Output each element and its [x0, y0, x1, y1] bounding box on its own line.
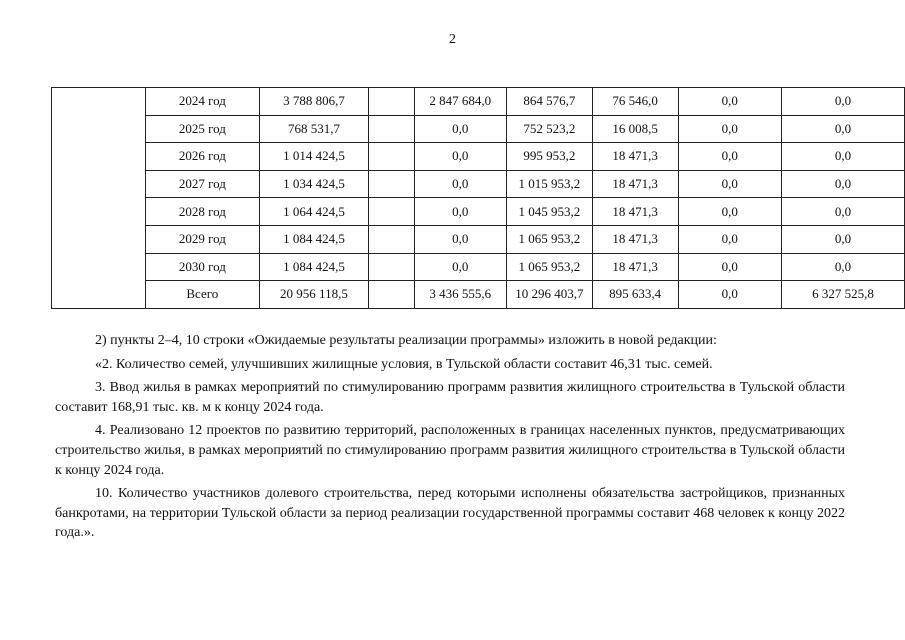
cell-year: 2029 год	[146, 225, 260, 253]
table-row	[52, 225, 905, 253]
cell-empty	[369, 198, 414, 226]
cell-fed: 0,0	[414, 115, 506, 143]
cell-mun: 18 471,3	[592, 143, 678, 171]
cell-v1: 0,0	[678, 88, 781, 116]
cell-empty	[369, 115, 414, 143]
cell-reg: 10 296 403,7	[507, 281, 593, 309]
cell-empty	[369, 170, 414, 198]
cell-total: 1 014 424,5	[259, 143, 369, 171]
cell-reg: 1 045 953,2	[507, 198, 593, 226]
table-row	[52, 198, 905, 226]
cell-year: 2030 год	[146, 253, 260, 281]
cell-v2: 0,0	[781, 115, 904, 143]
cell-reg: 1 065 953,2	[507, 225, 593, 253]
cell-year: 2024 год	[146, 88, 260, 116]
cell-v1: 0,0	[678, 170, 781, 198]
cell-fed: 0,0	[414, 170, 506, 198]
cell-v1: 0,0	[678, 225, 781, 253]
cell-empty	[369, 253, 414, 281]
cell-empty	[369, 281, 414, 309]
cell-v2: 0,0	[781, 253, 904, 281]
cell-reg: 995 953,2	[507, 143, 593, 171]
cell-total: 3 788 806,7	[259, 88, 369, 116]
table-row	[52, 115, 905, 143]
table-row	[52, 143, 905, 171]
cell-empty	[369, 143, 414, 171]
cell-empty	[369, 225, 414, 253]
table-row	[52, 170, 905, 198]
cell-v1: 0,0	[678, 115, 781, 143]
cell-fed: 0,0	[414, 143, 506, 171]
cell-total: 20 956 118,5	[259, 281, 369, 309]
paragraph: 3. Ввод жилья в рамках мероприятий по стимулированию программ развития жилищного строительства в Тульской области составит 168,91 тыс. кв. м к концу 2024 года.	[55, 380, 845, 415]
cell-mun: 16 008,5	[592, 115, 678, 143]
cell-fed: 0,0	[414, 198, 506, 226]
paragraph: 10. Количество участников долевого строительства, перед которыми исполнены обязательства застройщиков, признанных банкротами, на территории Тульской области за период реализации государственной программы составит 468 человек к концу 2022 года.».	[55, 486, 845, 541]
table-row	[52, 281, 905, 309]
cell-reg: 864 576,7	[507, 88, 593, 116]
cell-year: 2027 год	[146, 170, 260, 198]
cell-total: 1 034 424,5	[259, 170, 369, 198]
table-row	[52, 88, 905, 116]
cell-year: 2028 год	[146, 198, 260, 226]
funding-table	[51, 87, 905, 309]
cell-year: 2025 год	[146, 115, 260, 143]
row-header-cell	[52, 88, 146, 309]
cell-mun: 895 633,4	[592, 281, 678, 309]
cell-total: 1 084 424,5	[259, 253, 369, 281]
cell-empty	[369, 88, 414, 116]
cell-v2: 0,0	[781, 88, 904, 116]
cell-mun: 18 471,3	[592, 170, 678, 198]
cell-mun: 18 471,3	[592, 198, 678, 226]
cell-v1: 0,0	[678, 281, 781, 309]
cell-v2: 0,0	[781, 143, 904, 171]
cell-v1: 0,0	[678, 198, 781, 226]
cell-mun: 18 471,3	[592, 225, 678, 253]
cell-year: 2026 год	[146, 143, 260, 171]
cell-v1: 0,0	[678, 253, 781, 281]
cell-total: 1 084 424,5	[259, 225, 369, 253]
amendment-text	[55, 331, 845, 547]
cell-total: 1 064 424,5	[259, 198, 369, 226]
cell-mun: 18 471,3	[592, 253, 678, 281]
cell-v2: 0,0	[781, 225, 904, 253]
cell-mun: 76 546,0	[592, 88, 678, 116]
cell-reg: 1 015 953,2	[507, 170, 593, 198]
cell-total: 768 531,7	[259, 115, 369, 143]
cell-year: Всего	[146, 281, 260, 309]
cell-v1: 0,0	[678, 143, 781, 171]
paragraph: 4. Реализовано 12 проектов по развитию территорий, расположенных в границах населенных пунктов, предусматривающих строительство жилья, в рамках мероприятий по стимулированию программ развития жилищного строительства в Тульской области к концу 2024 года.	[55, 423, 845, 478]
cell-fed: 0,0	[414, 253, 506, 281]
page-number: 2	[449, 32, 456, 47]
cell-fed: 2 847 684,0	[414, 88, 506, 116]
cell-fed: 0,0	[414, 225, 506, 253]
table-row	[52, 253, 905, 281]
cell-fed: 3 436 555,6	[414, 281, 506, 309]
paragraph: 2) пункты 2–4, 10 строки «Ожидаемые результаты реализации программы» изложить в новой редакции:	[95, 333, 717, 348]
cell-v2: 0,0	[781, 170, 904, 198]
paragraph: «2. Количество семей, улучшивших жилищные условия, в Тульской области составит 46,31 тыс. семей.	[95, 356, 713, 372]
cell-reg: 752 523,2	[507, 115, 593, 143]
cell-v2: 0,0	[781, 198, 904, 226]
cell-reg: 1 065 953,2	[507, 253, 593, 281]
cell-v2: 6 327 525,8	[781, 281, 904, 309]
